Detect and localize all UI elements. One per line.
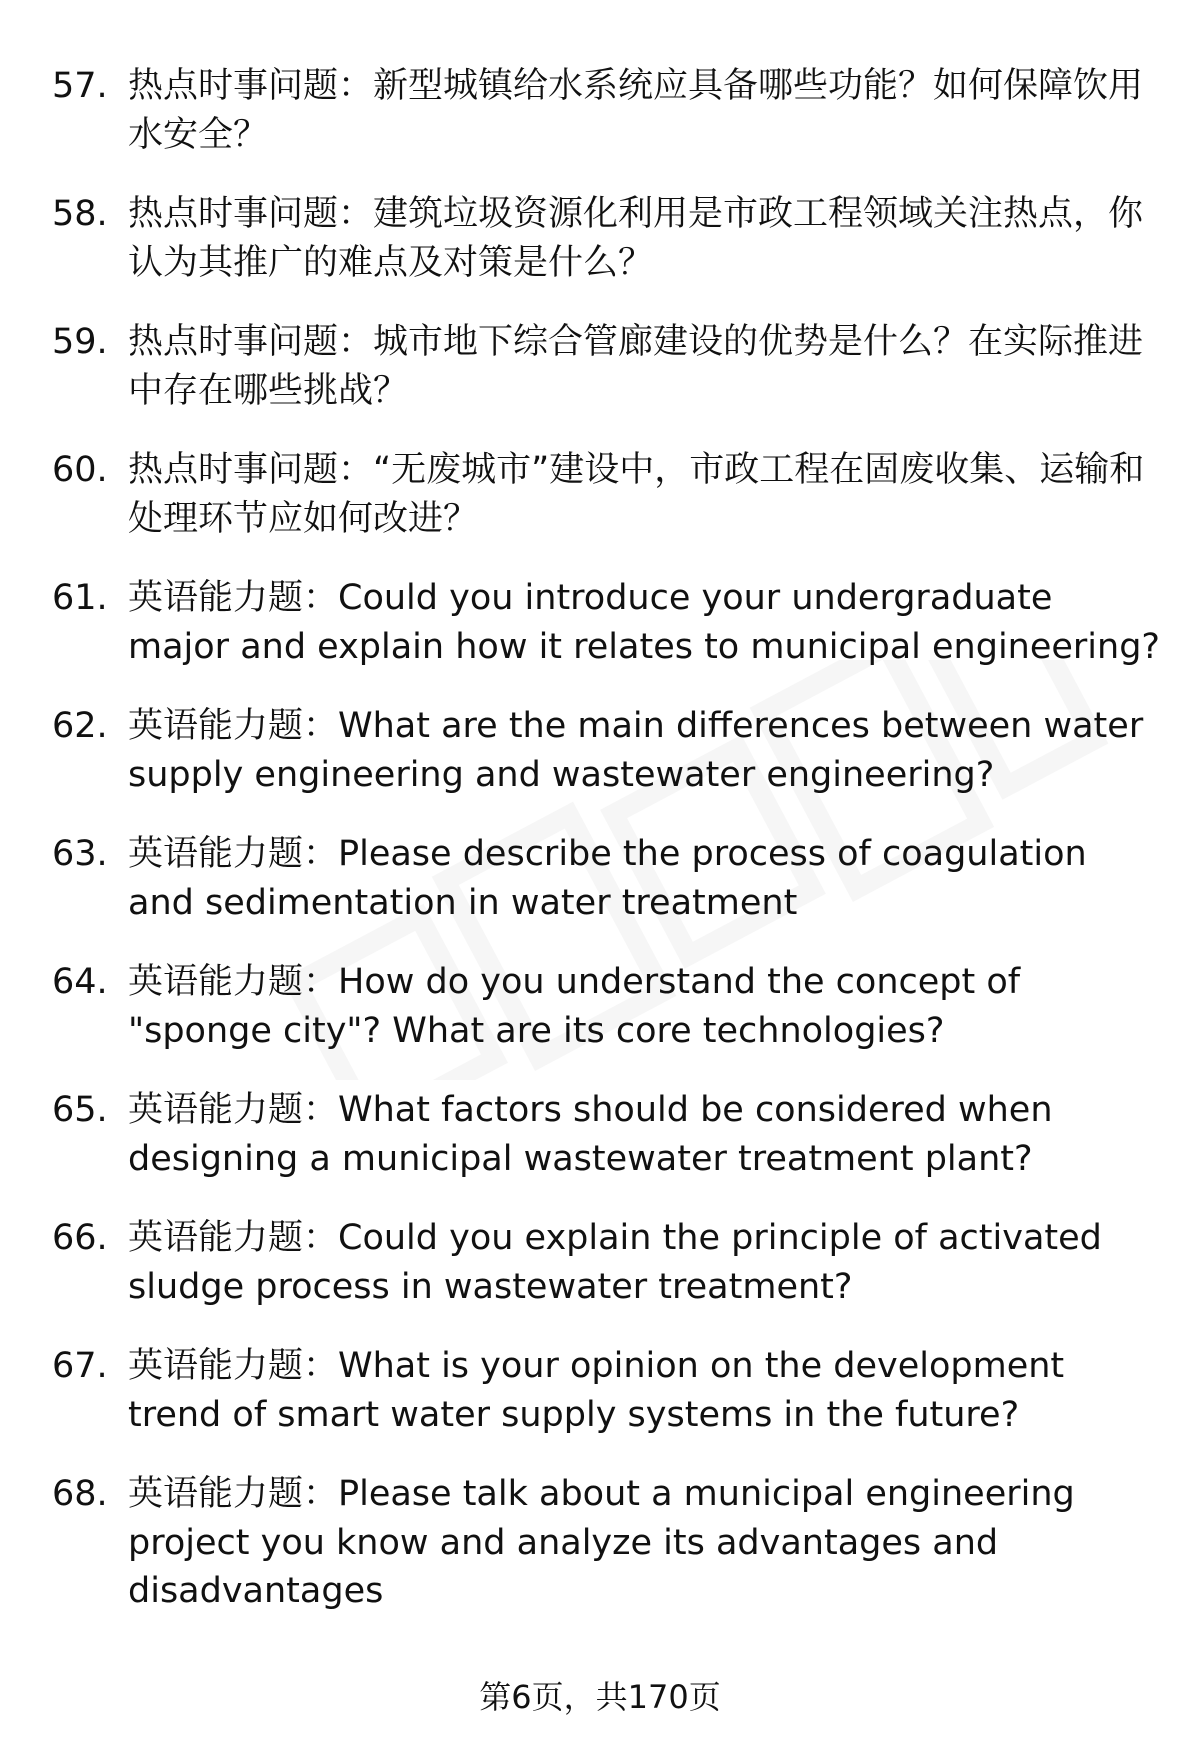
question-number: 67. — [52, 1346, 108, 1386]
question-item — [52, 830, 1162, 927]
question-item — [52, 62, 1162, 159]
question-text: 英语能力题：Please describe the process of coagulation and sedimentation in water treatment — [128, 834, 1087, 923]
question-item — [52, 1342, 1162, 1439]
question-number: 61. — [52, 578, 108, 618]
question-number: 60. — [52, 450, 108, 490]
question-number: 66. — [52, 1218, 108, 1258]
page-footer: 第6页，共170页 — [479, 1678, 721, 1716]
question-text: 英语能力题：What is your opinion on the development trend of smart water supply systems in the future? — [128, 1346, 1065, 1435]
question-text: 英语能力题：How do you understand the concept of "sponge city"? What are its core technologies? — [128, 962, 1021, 1051]
question-number: 65. — [52, 1090, 108, 1130]
question-text: 英语能力题：Please talk about a municipal engineering project you know and analyze its advantages and disadvantages — [128, 1474, 1075, 1611]
question-number: 68. — [52, 1474, 108, 1514]
question-number: 62. — [52, 706, 108, 746]
question-item — [52, 1470, 1162, 1616]
question-item — [52, 446, 1162, 543]
question-list — [52, 62, 1162, 1647]
question-text: 英语能力题：What factors should be considered when designing a municipal wastewater treatment plant? — [128, 1090, 1053, 1179]
question-item — [52, 574, 1162, 671]
question-item — [52, 958, 1162, 1055]
question-text: 热点时事问题：城市地下综合管廊建设的优势是什么？在实际推进中存在哪些挑战？ — [128, 322, 1144, 411]
question-text: 英语能力题：Could you introduce your undergraduate major and explain how it relates to municipal engineering? — [128, 578, 1161, 667]
question-number: 58. — [52, 194, 108, 234]
question-item — [52, 318, 1162, 415]
question-number: 64. — [52, 962, 108, 1002]
question-number: 59. — [52, 322, 108, 362]
question-item — [52, 1214, 1162, 1311]
question-text: 英语能力题：What are the main differences between water supply engineering and wastewater engineering? — [128, 706, 1144, 795]
question-text: 热点时事问题：建筑垃圾资源化利用是市政工程领域关注热点，你认为其推广的难点及对策是什么？ — [128, 194, 1144, 283]
question-item — [52, 190, 1162, 287]
question-text: 热点时事问题：“无废城市”建设中，市政工程在固废收集、运输和处理环节应如何改进？ — [128, 450, 1145, 539]
question-item — [52, 1086, 1162, 1183]
question-number: 57. — [52, 66, 108, 106]
question-text: 热点时事问题：新型城镇给水系统应具备哪些功能？如何保障饮用水安全？ — [128, 66, 1144, 155]
question-number: 63. — [52, 834, 108, 874]
question-item — [52, 702, 1162, 799]
question-text: 英语能力题：Could you explain the principle of activated sludge process in wastewater treatment? — [128, 1218, 1102, 1307]
